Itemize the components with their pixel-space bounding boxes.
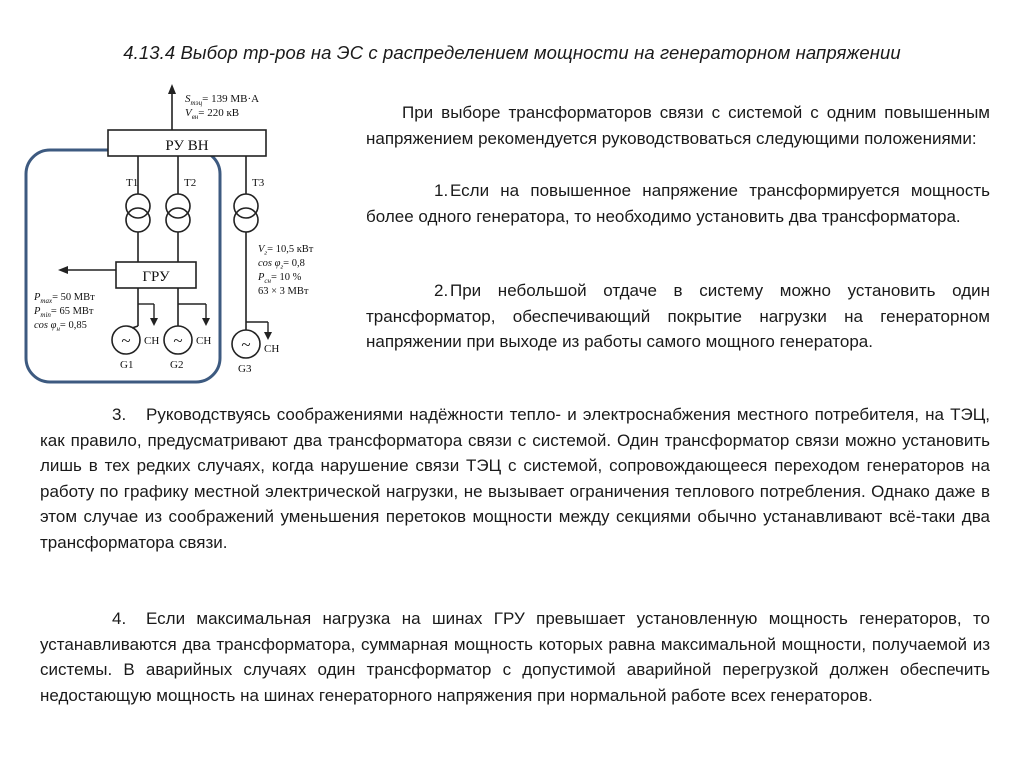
page-title: 4.13.4 Выбор тр-ров на ЭС с распределением мощности на генераторном напряжении	[123, 42, 901, 63]
p-min-label: $P_{min}= 65$ МВт	[34, 306, 94, 319]
item-number: 4.	[112, 609, 127, 628]
tilde-icon: ~	[241, 335, 251, 354]
p-max-label: $P_{max}= 50$ МВт	[34, 292, 95, 305]
g3-label: G3	[238, 363, 252, 375]
item-text: Руководствуясь соображениями надёжности тепло- и электроснабжения местного потребителя, на ТЭЦ, как правило, предусматривают два трансформатора связи с системой. Один трансформатор связи можно установить лишь в тех редких случаях, когда нарушение связи ТЭЦ с системой, сопровождающееся переходом генераторов на работу по графику местной электрической нагрузки, не вызывает ограничения теплового потребления. Однако даже в этом случае из соображений уменьшения перетоков мощности между секциями обычно устанавливают всё-таки два трансформатора связи.	[40, 405, 990, 552]
item-number: 1.	[434, 181, 449, 200]
transformer-t1	[126, 194, 150, 232]
vg-label: $V_г= 10,5$ кВт	[258, 244, 314, 257]
item-number: 2.	[434, 281, 449, 300]
s-top-label: $S_{тэц}= 139$ МВ·А	[185, 93, 260, 107]
g2-label: G2	[170, 359, 184, 371]
p-sn-label: $P_{сн}= 10$ %	[258, 272, 302, 285]
g1-label: G1	[120, 359, 134, 371]
ch-label-g2: СН	[196, 335, 212, 347]
t3-label: T3	[252, 177, 265, 189]
item-text: Если на повышенное напряжение трансформируется мощность более одного генератора, то необходимо установить два трансформатора.	[366, 181, 990, 226]
item-1	[366, 178, 990, 229]
item-number: 3.	[112, 405, 127, 424]
generator-g2	[164, 326, 192, 354]
t2-label: T2	[184, 177, 197, 189]
v-top-label: $V_{вн}= 220$ кВ	[185, 107, 240, 121]
item-text: При небольшой отдаче в систему можно установить один трансформатор, обеспечивающий покрытие нагрузки на генераторном напряжении при выходе из работы самого мощного генератора.	[366, 281, 990, 351]
item-3	[40, 402, 990, 555]
cos-n-label: $\cos \varphi_н= 0,85$	[34, 320, 87, 333]
gru-label: ГРУ	[142, 269, 170, 285]
tilde-icon: ~	[121, 331, 131, 350]
output-arrow-icon	[58, 266, 68, 274]
schematic-diagram	[20, 82, 350, 392]
gen-rating-label: 63 × 3 МВт	[258, 286, 309, 297]
ch-label-g3: СН	[264, 343, 280, 355]
generator-g1	[112, 326, 140, 354]
t1-label: T1	[126, 177, 139, 189]
transformer-t3	[234, 194, 258, 232]
cos-g-label: $\cos \varphi_г= 0,8$	[258, 258, 305, 271]
transformer-t2	[166, 194, 190, 232]
item-4	[40, 606, 990, 708]
ch-label-g1: СН	[144, 335, 160, 347]
item-text: Если максимальная нагрузка на шинах ГРУ превышает установленную мощность генераторов, то устанавливаются два трансформатора, суммарная мощность которых равна максимальной мощности, получаемой из системы. В аварийных случаях один трансформатор с допустимой аварийной перегрузкой должен обеспечить недостающую мощность на шинах генераторного напряжения при нормальной работе всех генераторов.	[40, 609, 990, 705]
generator-g3	[232, 330, 260, 358]
item-2	[366, 278, 990, 355]
ru-vn-label: РУ ВН	[165, 138, 209, 154]
intro-paragraph: При выборе трансформаторов связи с системой с одним повышенным напряжением рекомендуется руководствоваться следующими положениями:	[366, 103, 990, 148]
tilde-icon: ~	[173, 331, 183, 350]
